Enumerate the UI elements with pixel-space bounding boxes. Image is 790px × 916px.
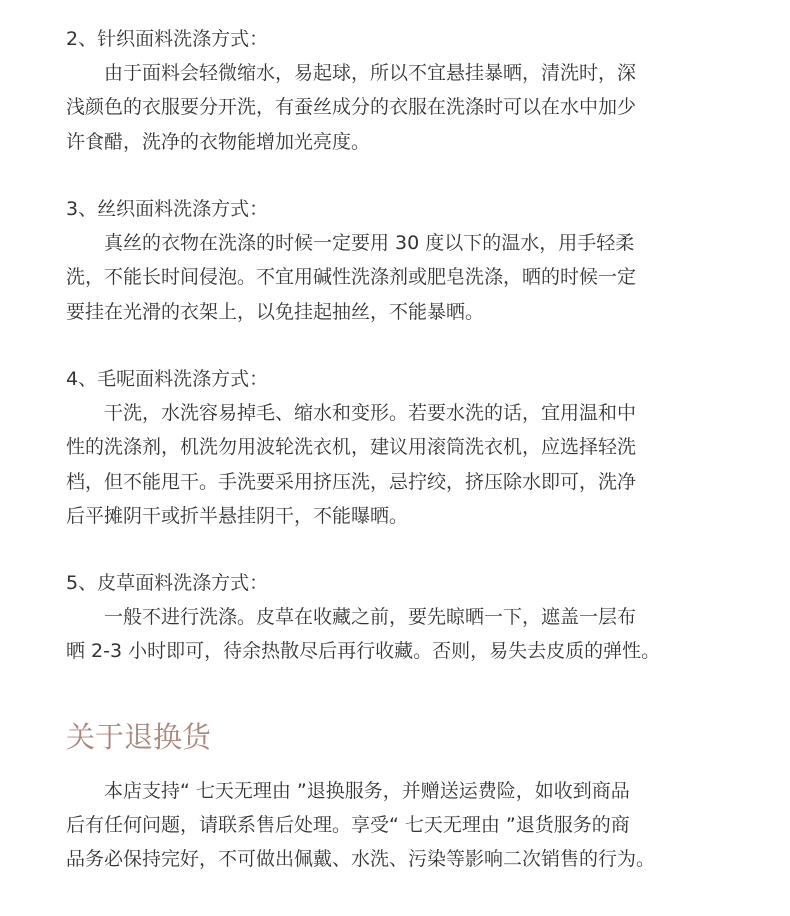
paragraph-line: 本店支持“ 七天无理由 ”退换服务，并赠送运费险，如收到商品 — [104, 780, 630, 802]
section-paragraph — [66, 226, 746, 329]
paragraph-line: 许食醋，洗净的衣物能增加光亮度。 — [66, 130, 371, 153]
paragraph-line: 品务必保持完好，不可做出佩戴、水洗、污染等影响二次销售的行为。 — [66, 848, 656, 870]
paragraph-line: 要挂在光滑的衣架上，以免挂起抽丝，不能暴晒。 — [66, 300, 485, 323]
section-heading: 5、皮草面料洗涤方式： — [66, 572, 269, 594]
section-paragraph — [66, 396, 746, 533]
returns-paragraph — [66, 774, 756, 876]
returns-title: 关于退换货 — [66, 720, 212, 754]
silk-fabric-section — [66, 192, 746, 329]
section-heading: 3、丝织面料洗涤方式： — [66, 198, 269, 220]
section-heading: 4、毛呢面料洗涤方式： — [66, 368, 269, 390]
section-paragraph — [66, 56, 746, 159]
paragraph-line: 真丝的衣物在洗涤的时候一定要用 30 度以下的温水，用手轻柔 — [104, 232, 635, 254]
wool-fabric-section — [66, 362, 746, 533]
fur-fabric-section — [66, 566, 746, 669]
paragraph-line: 晒 2-3 小时即可，待余热散尽后再行收藏。否则，易失去皮质的弹性。 — [66, 640, 661, 663]
section-heading: 2、针织面料洗涤方式： — [66, 28, 269, 50]
paragraph-line: 一般不进行洗涤。皮草在收藏之前，要先晾晒一下，遮盖一层布 — [104, 606, 637, 628]
paragraph-line: 由于面料会轻微缩水，易起球，所以不宜悬挂暴晒，清洗时，深 — [104, 62, 637, 84]
paragraph-line: 后平摊阴干或折半悬挂阴干，不能曝晒。 — [66, 504, 409, 527]
paragraph-line: 干洗，水洗容易掉毛、缩水和变形。若要水洗的话，宜用温和中 — [104, 402, 637, 424]
paragraph-line: 浅颜色的衣服要分开洗，有蚕丝成分的衣服在洗涤时可以在水中加少 — [66, 96, 637, 119]
paragraph-line: 档，但不能甩干。手洗要采用挤压洗，忌拧绞，挤压除水即可，洗净 — [66, 470, 637, 493]
knit-fabric-section — [66, 22, 746, 159]
paragraph-line: 洗，不能长时间侵泡。不宜用碱性洗涤剂或肥皂洗涤，晒的时候一定 — [66, 266, 637, 289]
paragraph-line: 后有任何问题，请联系售后处理。享受“ 七天无理由 ”退货服务的商 — [66, 814, 630, 836]
section-paragraph — [66, 600, 746, 669]
paragraph-line: 性的洗涤剂，机洗勿用波轮洗衣机，建议用滚筒洗衣机，应选择轻洗 — [66, 436, 637, 459]
